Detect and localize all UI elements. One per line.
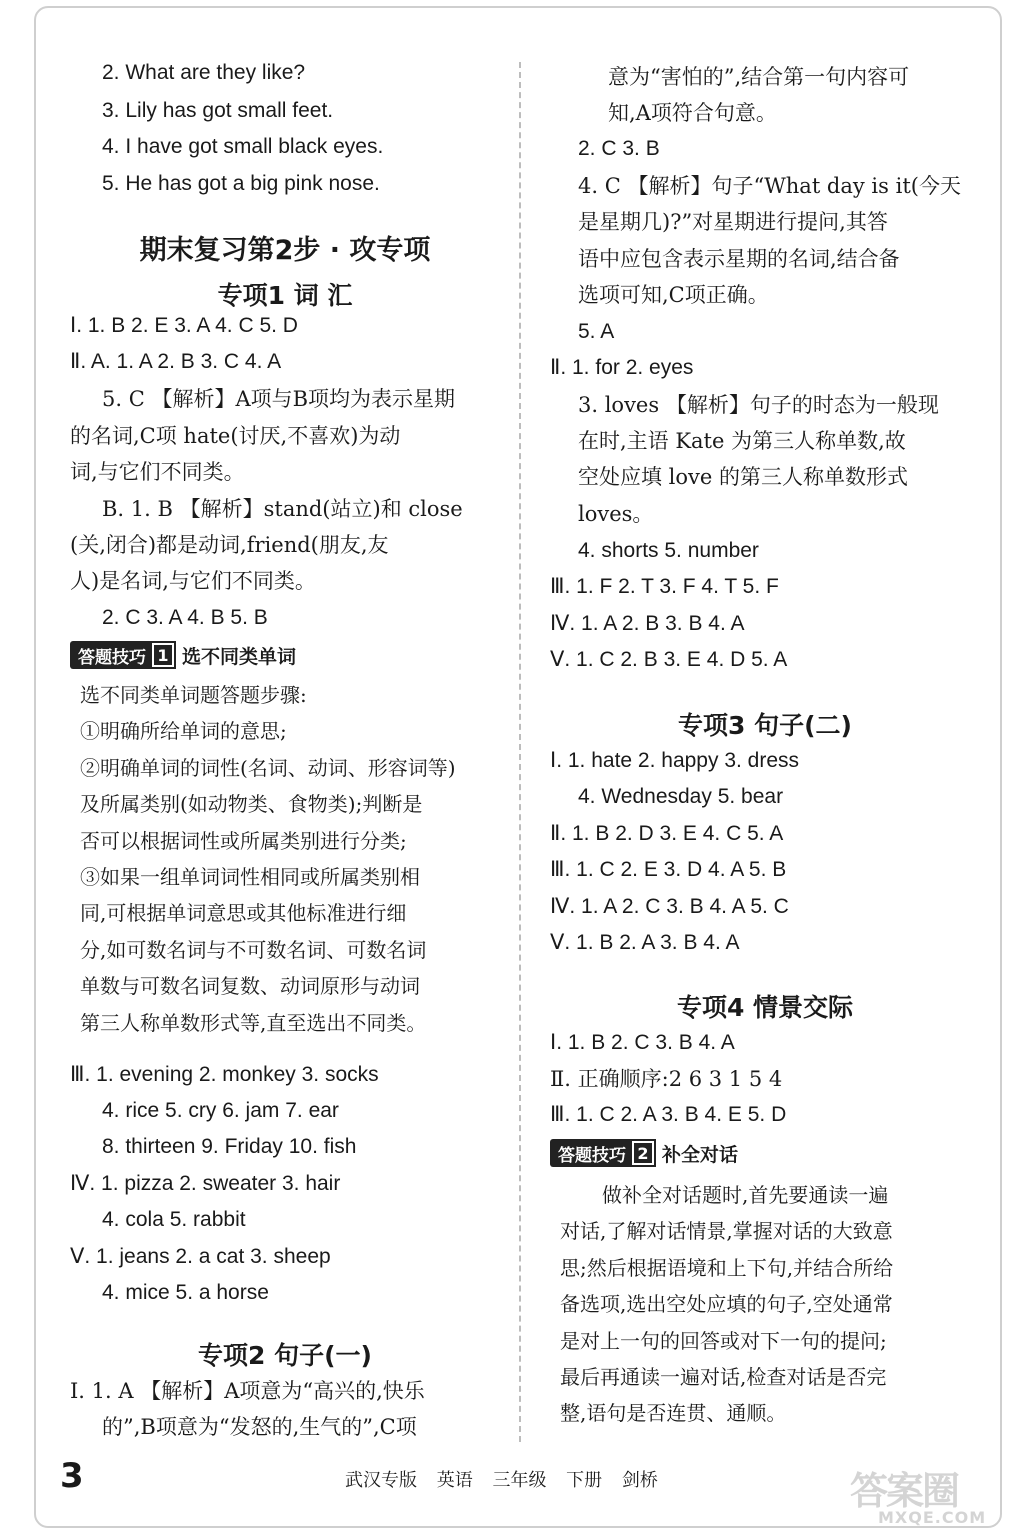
page-footer <box>60 1456 960 1500</box>
answer-line: Ⅴ. 1. jeans 2. a cat 3. sheep <box>70 1245 331 1268</box>
footer-text: 武汉专版 英语 三年级 下册 剑桥 <box>345 1470 658 1491</box>
section-title: 专项3 句子(二) <box>678 711 852 740</box>
watermark-url: MXQE.COM <box>878 1508 987 1527</box>
explanation-line: 的名词,C项 hate(讨厌,不喜欢)为动 <box>70 424 401 448</box>
answer-line: Ⅲ. 1. F 2. T 3. F 4. T 5. F <box>550 575 779 598</box>
tip-line: 备选项,选出空处应填的句子,空处通常 <box>560 1292 893 1316</box>
explanation-line: 空处应填 love 的第三人称单数形式 <box>578 465 909 489</box>
explanation-line: 意为“害怕的”,结合第一句内容可 <box>608 65 910 89</box>
tip-badge: 答题技巧 <box>550 1139 632 1167</box>
answer-line: Ⅲ. 1. C 2. E 3. D 4. A 5. B <box>550 858 787 881</box>
tip-line: 整,语句是否连贯、通顺。 <box>560 1401 787 1425</box>
section-title: 专项4 情景交际 <box>676 993 854 1022</box>
tip-line: 是对上一句的回答或对下一句的提问; <box>560 1329 887 1353</box>
answer-line: 4. rice 5. cry 6. jam 7. ear <box>102 1099 339 1122</box>
answer-line: 2. C 3. B <box>578 137 660 160</box>
watermark-text: 答案圈 <box>850 1469 959 1513</box>
explanation-line: 选项可知,C项正确。 <box>578 283 769 307</box>
answer-line: Ⅴ. 1. B 2. A 3. B 4. A <box>550 931 740 954</box>
answer-line: Ⅳ. 1. pizza 2. sweater 3. hair <box>70 1172 341 1195</box>
explanation-line: 在时,主语 Kate 为第三人称单数,故 <box>578 429 906 453</box>
tip-number: 1 <box>152 643 174 667</box>
answer-line: 2. C 3. A 4. B 5. B <box>102 606 268 629</box>
answer-line: 8. thirteen 9. Friday 10. fish <box>102 1135 357 1158</box>
tip-line: ①明确所给单词的意思; <box>80 719 287 743</box>
section-title: 专项1 词 汇 <box>217 281 353 310</box>
answer-line: 3. Lily has got small feet. <box>102 99 334 122</box>
explanation-line: loves。 <box>578 502 654 526</box>
section-title: 专项2 句子(一) <box>198 1341 372 1370</box>
tip-line: 分,如可数名词与不可数名词、可数名词 <box>80 938 427 962</box>
explanation-line: 的”,B项意为“发怒的,生气的”,C项 <box>102 1415 417 1439</box>
tip-line: 第三人称单数形式等,直至选出不同类。 <box>80 1011 427 1035</box>
tip-line: 对话,了解对话情景,掌握对话的大致意 <box>560 1219 893 1243</box>
answer-line: 4. mice 5. a horse <box>102 1281 269 1304</box>
tip-header <box>550 1138 738 1168</box>
tip-line: ③如果一组单词词性相同或所属类别相 <box>80 865 420 889</box>
tip-line: 单数与可数名词复数、动词原形与动词 <box>80 974 420 998</box>
tip-line: ②明确单词的词性(名词、动词、形容词等) <box>80 756 456 780</box>
tip-line: 同,可根据单词意思或其他标准进行细 <box>80 901 407 925</box>
explanation-line: 5. C 【解析】A项与B项均为表示星期 <box>102 387 456 411</box>
explanation-line: 知,A项符合句意。 <box>608 101 777 125</box>
answer-line: Ⅱ. A. 1. A 2. B 3. C 4. A <box>70 350 282 373</box>
tip-title: 选不同类单词 <box>182 645 297 668</box>
answer-line: Ⅱ. 1. B 2. D 3. E 4. C 5. A <box>550 822 784 845</box>
tip-line: 思;然后根据语境和上下句,并结合所给 <box>560 1256 894 1280</box>
tip-header <box>70 640 296 670</box>
tip-line: 否可以根据词性或所属类别进行分类; <box>80 829 407 853</box>
column-divider <box>519 62 521 1442</box>
answer-line: 4. I have got small black eyes. <box>102 135 384 158</box>
tip-line: 最后再通读一遍对话,检查对话是否完 <box>560 1365 887 1389</box>
answer-line: Ⅱ. 1. for 2. eyes <box>550 356 694 379</box>
explanation-line: Ⅰ. 1. A 【解析】A项意为“高兴的,快乐 <box>70 1379 425 1403</box>
tip-line: 选不同类单词题答题步骤: <box>80 683 307 707</box>
tip-number: 2 <box>632 1141 654 1165</box>
explanation-line: 词,与它们不同类。 <box>70 460 245 484</box>
answer-line: Ⅲ. 1. evening 2. monkey 3. socks <box>70 1063 379 1086</box>
explanation-line: 语中应包含表示星期的名词,结合备 <box>578 247 900 271</box>
explanation-line: (关,闭合)都是动词,friend(朋友,友 <box>70 533 389 557</box>
tip-line: 做补全对话题时,首先要通读一遍 <box>602 1183 889 1207</box>
answer-line: Ⅰ. 1. B 2. E 3. A 4. C 5. D <box>70 314 298 337</box>
tip-line: 及所属类别(如动物类、食物类);判断是 <box>80 792 423 816</box>
answer-line: Ⅲ. 1. C 2. A 3. B 4. E 5. D <box>550 1103 787 1126</box>
page-number: 3 <box>60 1456 84 1496</box>
answer-line: Ⅳ. 1. A 2. C 3. B 4. A 5. C <box>550 895 789 918</box>
explanation-line: 3. loves 【解析】句子的时态为一般现 <box>578 393 939 417</box>
answer-line: Ⅴ. 1. C 2. B 3. E 4. D 5. A <box>550 648 788 671</box>
answer-line: 5. He has got a big pink nose. <box>102 172 380 195</box>
answer-line: 2. What are they like? <box>102 61 306 84</box>
watermark-logo <box>850 1460 1000 1530</box>
answer-line: Ⅱ. 正确顺序:2 6 3 1 5 4 <box>550 1067 783 1091</box>
explanation-line: 人)是名词,与它们不同类。 <box>70 569 316 593</box>
explanation-line: 是星期几)?”对星期进行提问,其答 <box>578 210 888 234</box>
answer-line: 5. A <box>578 320 615 343</box>
chapter-title: 期末复习第2步 · 攻专项 <box>139 235 431 266</box>
explanation-line: B. 1. B 【解析】stand(站立)和 close <box>102 497 463 521</box>
tip-badge: 答题技巧 <box>70 641 152 669</box>
explanation-line: 4. C 【解析】句子“What day is it(今天 <box>578 174 961 198</box>
answer-line: 4. cola 5. rabbit <box>102 1208 246 1231</box>
answer-line: Ⅳ. 1. A 2. B 3. B 4. A <box>550 612 745 635</box>
answer-line: Ⅰ. 1. B 2. C 3. B 4. A <box>550 1031 735 1054</box>
answer-line: Ⅰ. 1. hate 2. happy 3. dress <box>550 749 800 772</box>
answer-line: 4. shorts 5. number <box>578 539 759 562</box>
tip-title: 补全对话 <box>662 1143 739 1166</box>
answer-line: 4. Wednesday 5. bear <box>578 785 784 808</box>
